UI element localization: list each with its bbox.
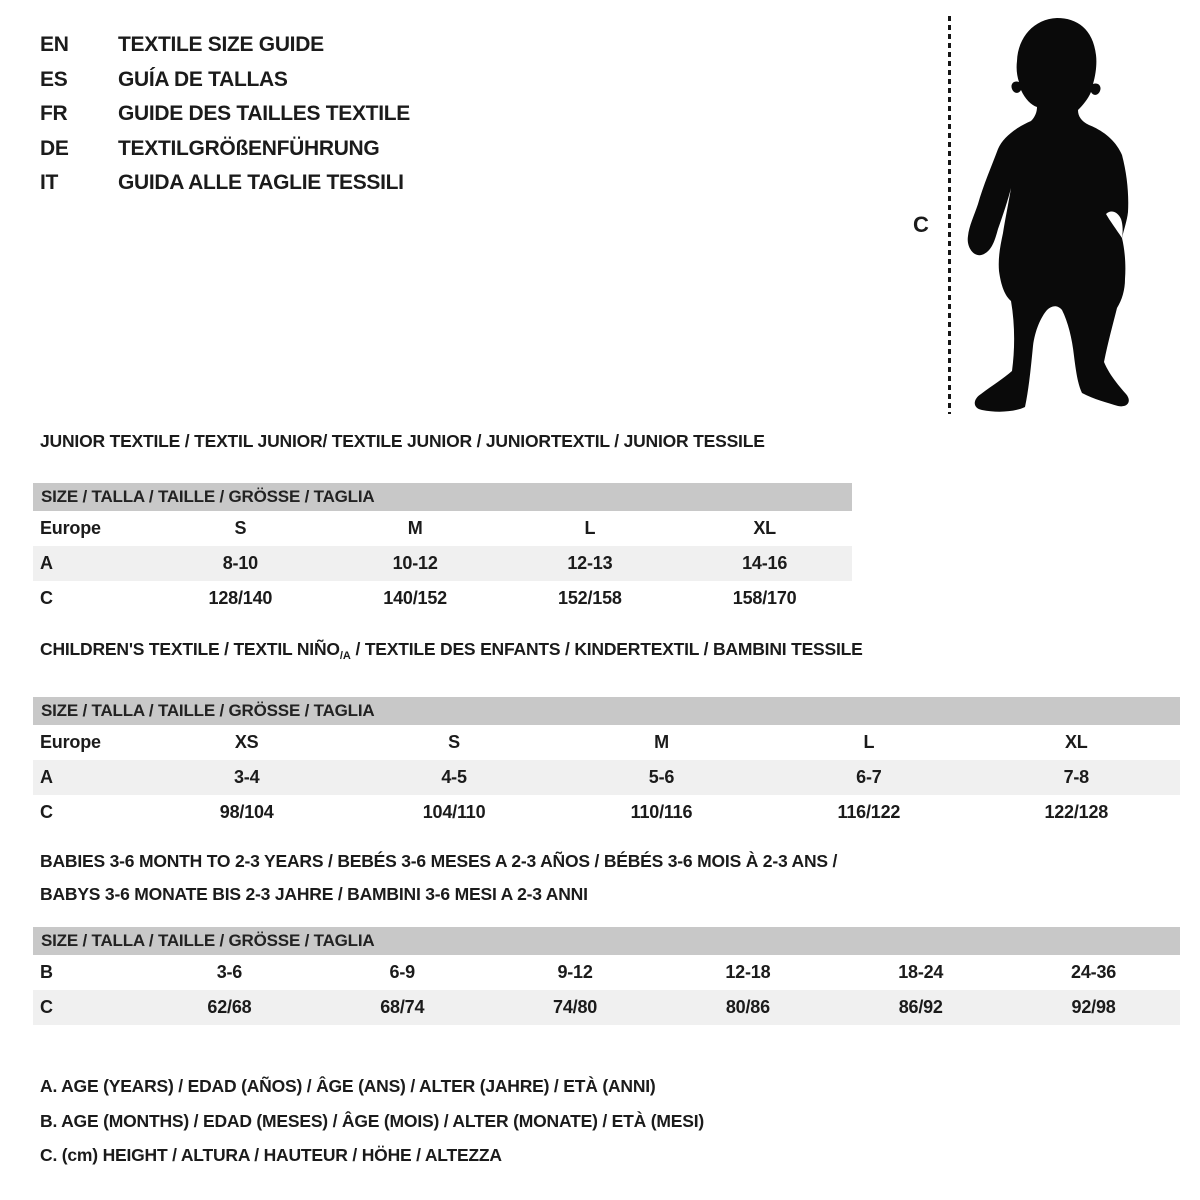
height-cell: 74/80 [489,990,662,1025]
table-row-age-months [33,955,1180,990]
height-cell: 86/92 [834,990,1007,1025]
junior-section-heading: JUNIOR TEXTILE / TEXTIL JUNIOR/ TEXTILE JUNIOR / JUNIORTEXTIL / JUNIOR TESSILE [40,431,765,451]
size-header-label: SIZE / TALLA / TAILLE / GRÖSSE / TAGLIA [33,927,1180,955]
lang-title: GUIDA ALLE TAGLIE TESSILI [118,171,404,195]
lang-row-en [40,28,410,63]
age-cell: 5-6 [558,760,765,795]
row-label: A [33,760,143,795]
size-cell: XL [753,518,776,538]
table-row-europe [33,725,1180,760]
row-label: B [40,962,53,982]
children-heading-text: / TEXTILE DES ENFANTS / KINDERTEXTIL / BAMBINI TESSILE [350,639,863,659]
children-section-heading [40,638,1180,667]
height-cell: 122/128 [1044,802,1109,822]
table-row-height [33,990,1180,1025]
size-cell: M [654,732,669,752]
legend-height-cm: C. (cm) HEIGHT / ALTURA / HAUTEUR / HÖHE / ALTEZZA [40,1145,502,1165]
lang-title: GUIDE DES TAILLES TEXTILE [118,102,410,126]
age-cell: 14-16 [677,546,852,581]
measurement-legend [40,1069,704,1173]
height-cell: 92/98 [1007,990,1180,1025]
table-row-height [33,581,852,616]
size-header-band [33,927,1180,955]
height-cell: 62/68 [143,990,316,1025]
row-label: Europe [40,732,101,752]
size-header-band [33,483,852,511]
height-cell: 152/158 [558,588,622,608]
lang-code: DE [40,136,69,160]
babies-heading-line1: BABIES 3-6 MONTH TO 2-3 YEARS / BEBÉS 3-6 MESES A 2-3 AÑOS / BÉBÉS 3-6 MOIS À 2-3 ANS / [40,851,838,871]
size-cell: L [863,732,875,752]
toddler-silhouette-image [966,16,1142,416]
size-cell: M [407,518,423,538]
age-cell: 6-9 [389,962,415,982]
age-cell: 6-7 [765,760,972,795]
lang-code: IT [40,171,59,195]
age-cell: 24-36 [1071,962,1117,982]
size-cell: S [234,518,247,538]
table-row-age [33,546,852,581]
age-cell: 3-6 [216,962,243,982]
junior-size-table [33,483,852,616]
height-cell: 98/104 [219,802,274,822]
babies-size-table [33,927,1180,1025]
children-heading-text: CHILDREN'S TEXTILE / TEXTIL NIÑO [40,639,340,659]
age-cell: 4-5 [350,760,557,795]
size-header-label: SIZE / TALLA / TAILLE / GRÖSSE / TAGLIA [33,483,852,511]
height-cell: 68/74 [316,990,489,1025]
height-measure-dashed-line [948,16,951,414]
babies-section-heading [40,845,1180,911]
size-cell: S [448,732,460,752]
size-cell: XL [1064,732,1088,752]
lang-row-fr [40,97,410,132]
height-measure-label: C [913,212,929,237]
size-cell: XS [234,732,259,752]
size-cell: L [584,518,596,538]
height-cell: 128/140 [208,588,273,608]
lang-title: TEXTILE SIZE GUIDE [118,33,324,56]
age-cell: 12-18 [725,962,771,982]
babies-heading-line2: BABYS 3-6 MONATE BIS 2-3 JAHRE / BAMBINI 3-6 MESI A 2-3 ANNI [40,884,588,904]
lang-row-de [40,132,410,167]
row-label: Europe [40,518,101,538]
lang-code: EN [40,33,69,56]
height-cell: 110/116 [630,802,693,822]
lang-row-it [40,166,410,201]
children-heading-subscript: /A [339,650,351,662]
lang-row-es [40,63,410,98]
section-junior-textile [33,430,852,616]
lang-title: GUÍA DE TALLAS [118,67,288,91]
table-row-age [33,760,1180,795]
row-label: A [33,546,153,581]
age-cell: 8-10 [153,546,328,581]
legend-age-years: A. AGE (YEARS) / EDAD (AÑOS) / ÂGE (ANS) / ALTER (JAHRE) / ETÀ (ANNI) [40,1076,656,1096]
row-label: C [33,990,143,1025]
height-cell: 104/110 [422,802,486,822]
age-cell: 3-4 [143,760,350,795]
age-cell: 9-12 [557,962,593,982]
age-cell: 18-24 [898,962,944,982]
height-cell: 116/122 [837,802,901,822]
age-cell: 10-12 [328,546,503,581]
lang-title: TEXTILGRÖßENFÜHRUNG [118,136,380,160]
table-row-height [33,795,1180,830]
section-children-textile [33,638,1180,830]
children-size-table [33,697,1180,830]
lang-code: FR [40,102,68,126]
height-cell: 140/152 [383,588,447,608]
size-header-band [33,697,1180,725]
age-cell: 12-13 [503,546,678,581]
lang-code: ES [40,67,68,91]
table-row-europe [33,511,852,546]
height-cell: 80/86 [661,990,834,1025]
row-label: C [40,802,53,822]
size-header-label: SIZE / TALLA / TAILLE / GRÖSSE / TAGLIA [33,697,1180,725]
section-babies-textile [33,845,1180,1025]
row-label: C [40,588,53,608]
height-cell: 158/170 [732,588,797,608]
language-title-list [40,28,410,201]
legend-age-months: B. AGE (MONTHS) / EDAD (MESES) / ÂGE (MOIS) / ALTER (MONATE) / ETÀ (MESI) [40,1110,704,1131]
age-cell: 7-8 [973,760,1180,795]
